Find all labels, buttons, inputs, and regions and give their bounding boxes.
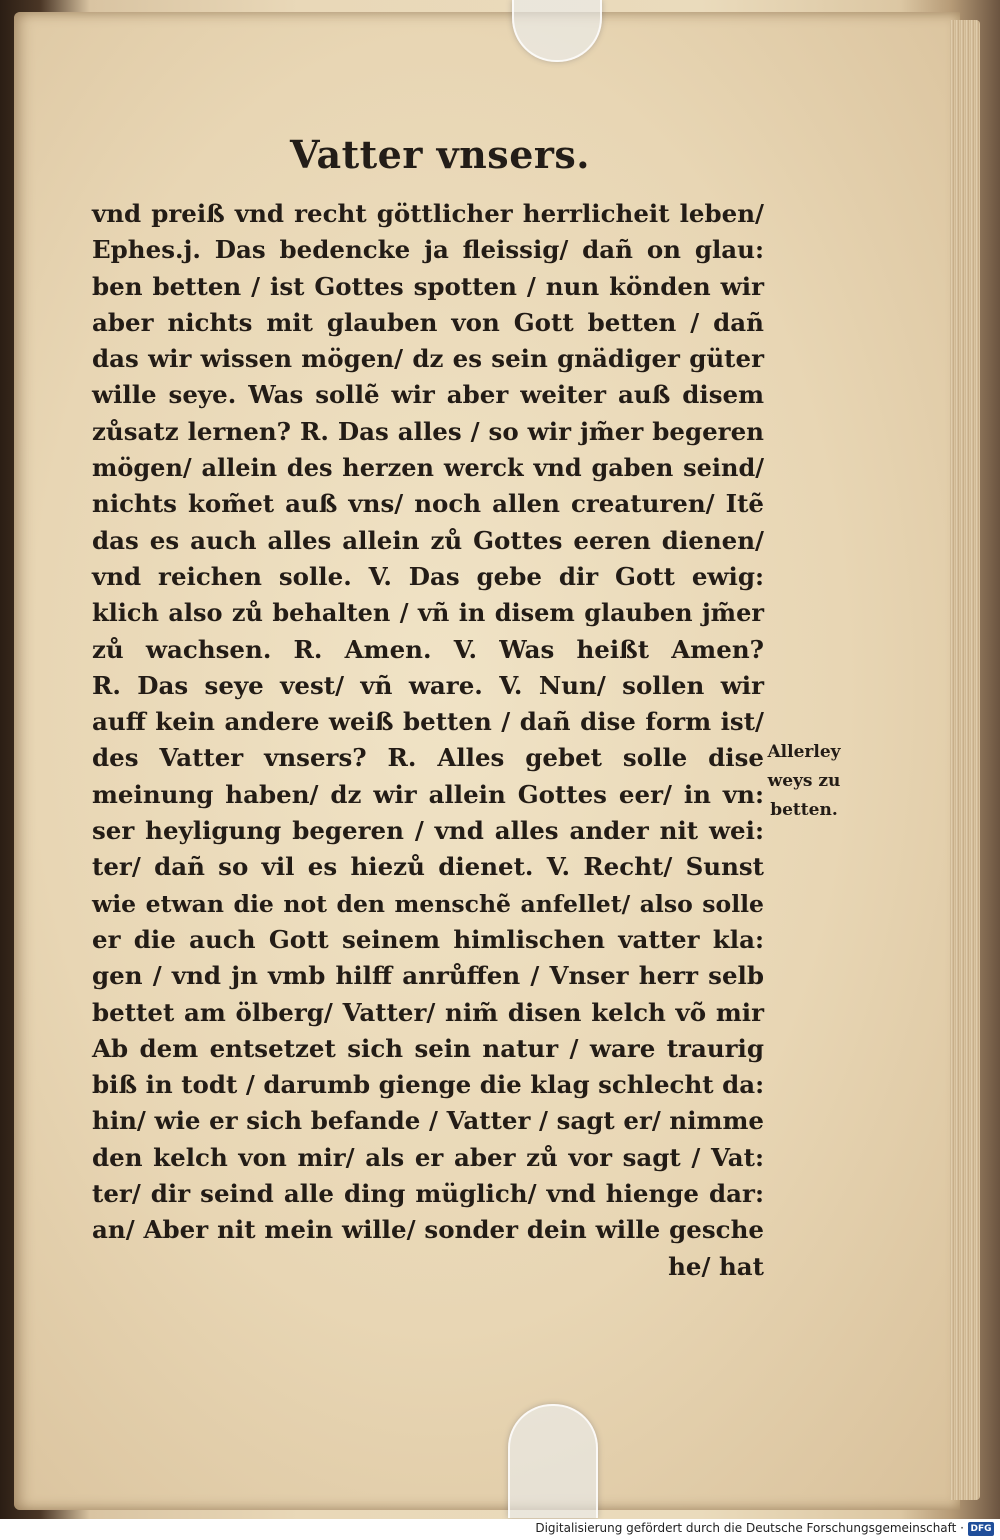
text-line: Ephes.j. Das bedencke ja fleissig/ dañ on glau: xyxy=(92,235,764,265)
funding-credit: Digitalisierung gefördert durch die Deutsche Forschungsgemeinschaft · xyxy=(535,1521,964,1535)
text-line: zůsatz lernen? R. Das alles / so wir jm̃er begeren xyxy=(92,416,764,446)
text-line: aber nichts mit glauben von Gott betten / dañ xyxy=(92,307,764,337)
text-line: ter/ dir seind alle ding müglich/ vnd hienge dar: xyxy=(92,1179,764,1209)
margin-note xyxy=(762,738,846,825)
margin-note-line: betten. xyxy=(770,800,838,820)
running-head: Vatter vnsers. xyxy=(289,132,591,177)
text-line: bettet am ölberg/ Vatter/ nim̃ disen kelch võ mir xyxy=(92,997,764,1027)
body-text xyxy=(92,196,764,1285)
text-line: zů wachsen. R. Amen. V. Was heißt Amen? xyxy=(92,634,764,664)
text-line: ter/ dañ so vil es hiezů dienet. V. Recht/ Sunst xyxy=(92,852,764,882)
text-line: er die auch Gott seinem himlischen vatter kla: xyxy=(92,924,764,954)
text-line: klich also zů behalten / vñ in disem glauben jm̃er xyxy=(92,598,764,628)
text-line: ser heyligung begeren / vnd alles ander nit wei: xyxy=(92,816,764,846)
text-line: meinung haben/ dz wir allein Gottes eer/ in vn: xyxy=(92,779,764,809)
text-line: das es auch alles allein zů Gottes eeren dienen/ xyxy=(92,525,764,555)
text-line: des Vatter vnsers? R. Alles gebet solle dise xyxy=(92,743,764,773)
text-line: biß in todt / darumb gienge die klag schlecht da: xyxy=(92,1070,765,1100)
text-line: ben betten / ist Gottes spotten / nun könden wir xyxy=(92,271,764,301)
margin-note-line: Allerley xyxy=(767,742,841,762)
text-line: den kelch von mir/ als er aber zů vor sagt / Vat: xyxy=(92,1142,764,1172)
text-line: das wir wissen mögen/ dz es sein gnädiger güter xyxy=(92,344,764,374)
text-line: Ab dem entsetzet sich sein natur / ware traurig xyxy=(92,1033,764,1063)
text-line: nichts kom̃et auß vns/ noch allen creaturen/ Itẽ xyxy=(92,489,764,519)
text-line: wille seye. Was sollẽ wir aber weiter auß disem xyxy=(92,380,764,410)
text-line: wie etwan die not den menschẽ anfellet/ also solle xyxy=(92,889,764,918)
dfg-logo: DFG xyxy=(968,1522,994,1536)
catchword-line: he/ hat xyxy=(668,1251,764,1281)
text-line: gen / vnd jn vmb hilff anrůffen / Vnser herr selb xyxy=(92,961,764,991)
text-line: R. Das seye vest/ vñ ware. V. Nun/ sollen wir xyxy=(92,670,764,700)
text-line: an/ Aber nit mein wille/ sonder dein wille gesche xyxy=(92,1215,764,1245)
text-line: hin/ wie er sich befande / Vatter / sagt er/ nimme xyxy=(92,1106,764,1136)
margin-note-line: weys zu xyxy=(767,771,841,791)
text-line: vnd preiß vnd recht göttlicher herrlicheit leben/ xyxy=(92,199,764,228)
text-line: auff kein andere weiß betten / dañ dise form ist/ xyxy=(92,707,764,737)
page-clip-bottom xyxy=(508,1404,598,1518)
footer-bar xyxy=(0,1519,1000,1540)
page-edges xyxy=(950,20,980,1500)
text-line: mögen/ allein des herzen werck vnd gaben seind/ xyxy=(92,453,764,483)
text-line: vnd reichen solle. V. Das gebe dir Gott ewig: xyxy=(92,561,764,591)
